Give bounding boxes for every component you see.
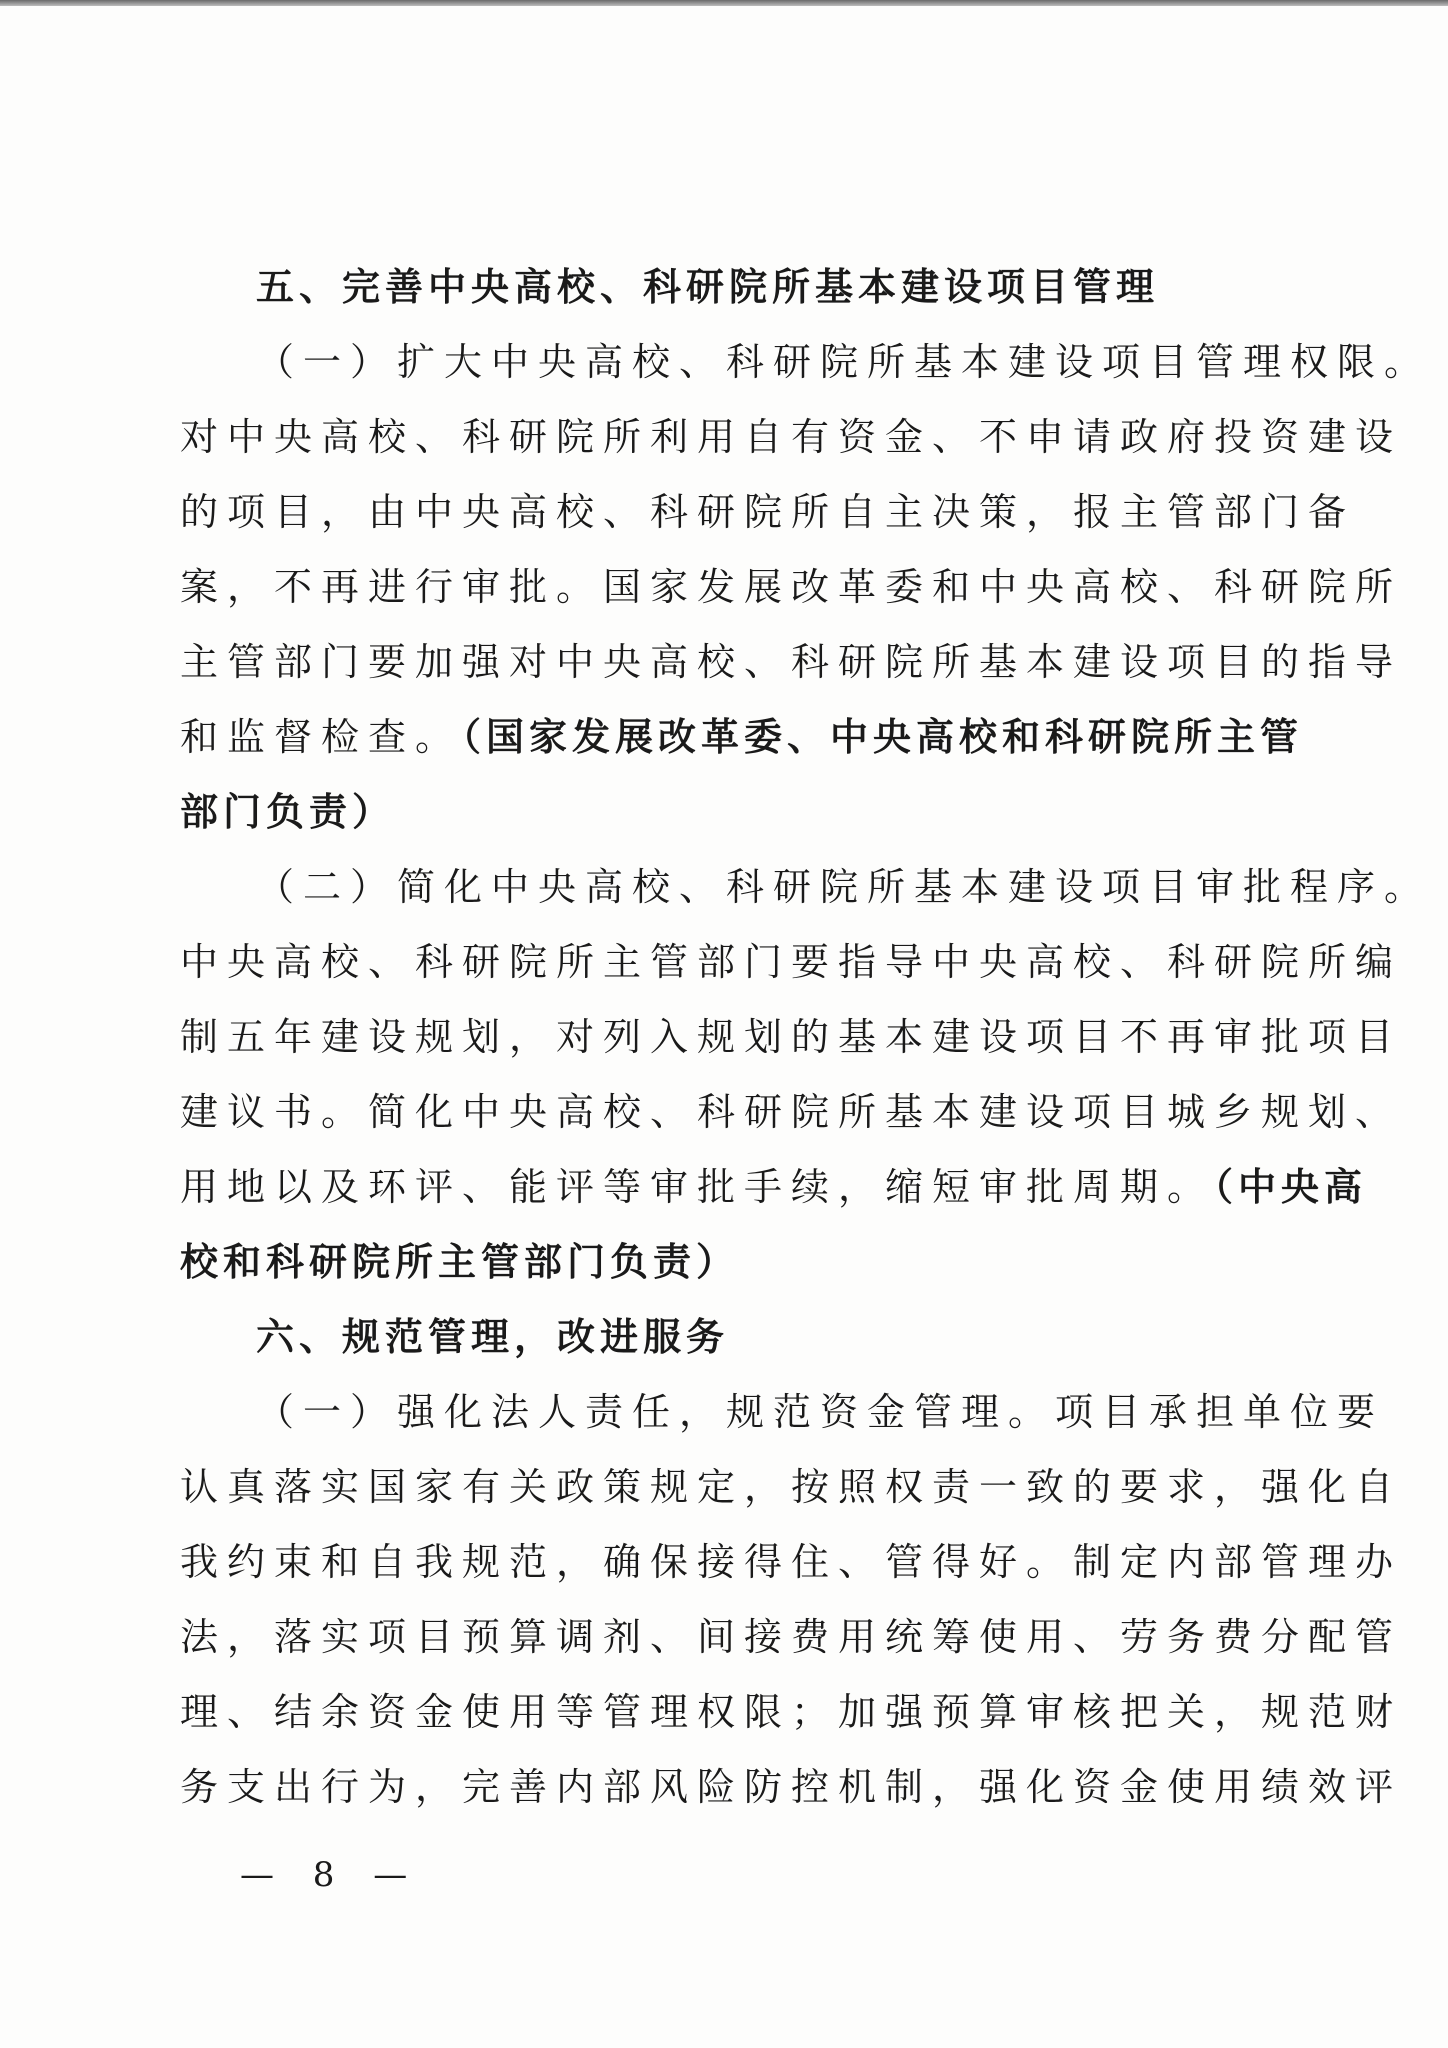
paragraph-line: 务支出行为，完善内部风险防控机制，强化资金使用绩效评 <box>180 1765 1403 1809</box>
paragraph-text: 用地以及环评、能评等审批手续，缩短审批周期。 <box>180 1165 1215 1209</box>
paragraph-line: 建议书。简化中央高校、科研院所基本建设项目城乡规划、 <box>180 1090 1403 1134</box>
scan-edge <box>0 0 1448 6</box>
section-heading-5: 五、完善中央高校、科研院所基本建设项目管理 <box>256 265 1160 309</box>
paragraph-line: （二）简化中央高校、科研院所基本建设项目审批程序。 <box>256 865 1432 909</box>
responsible-party: （国家发展改革委、中央高校和科研院所主管 <box>462 715 1304 759</box>
paragraph-line: 我约束和自我规范，确保接得住、管得好。制定内部管理办 <box>180 1540 1403 1584</box>
responsible-party: 校和科研院所主管部门负责） <box>180 1240 740 1284</box>
section-heading-6: 六、规范管理，改进服务 <box>256 1315 730 1359</box>
paragraph-line: 的项目，由中央高校、科研院所自主决策，报主管部门备 <box>180 490 1356 534</box>
paragraph-line <box>180 700 1304 775</box>
paragraph-line: 理、结余资金使用等管理权限；加强预算审核把关，规范财 <box>180 1690 1403 1734</box>
paragraph-line: （一）扩大中央高校、科研院所基本建设项目管理权限。 <box>256 340 1432 384</box>
responsible-party: （中央高 <box>1214 1165 1368 1209</box>
page-number: — 8 — <box>240 1855 422 1895</box>
paragraph-line: 中央高校、科研院所主管部门要指导中央高校、科研院所编 <box>180 940 1403 984</box>
paragraph-line: 认真落实国家有关政策规定，按照权责一致的要求，强化自 <box>180 1465 1403 1509</box>
paragraph-line: 案，不再进行审批。国家发展改革委和中央高校、科研院所 <box>180 565 1403 609</box>
paragraph-text: 和监督检查。 <box>180 715 463 759</box>
document-body <box>180 250 1432 1825</box>
paragraph-line: 对中央高校、科研院所利用自有资金、不申请政府投资建设 <box>180 415 1403 459</box>
paragraph-line: 法，落实项目预算调剂、间接费用统筹使用、劳务费分配管 <box>180 1615 1403 1659</box>
paragraph-line: （一）强化法人责任，规范资金管理。项目承担单位要 <box>256 1390 1385 1434</box>
responsible-party: 部门负责） <box>180 790 396 834</box>
paragraph-line <box>180 1150 1368 1225</box>
paragraph-line: 制五年建设规划，对列入规划的基本建设项目不再审批项目 <box>180 1015 1403 1059</box>
paragraph-line: 主管部门要加强对中央高校、科研院所基本建设项目的指导 <box>180 640 1403 684</box>
